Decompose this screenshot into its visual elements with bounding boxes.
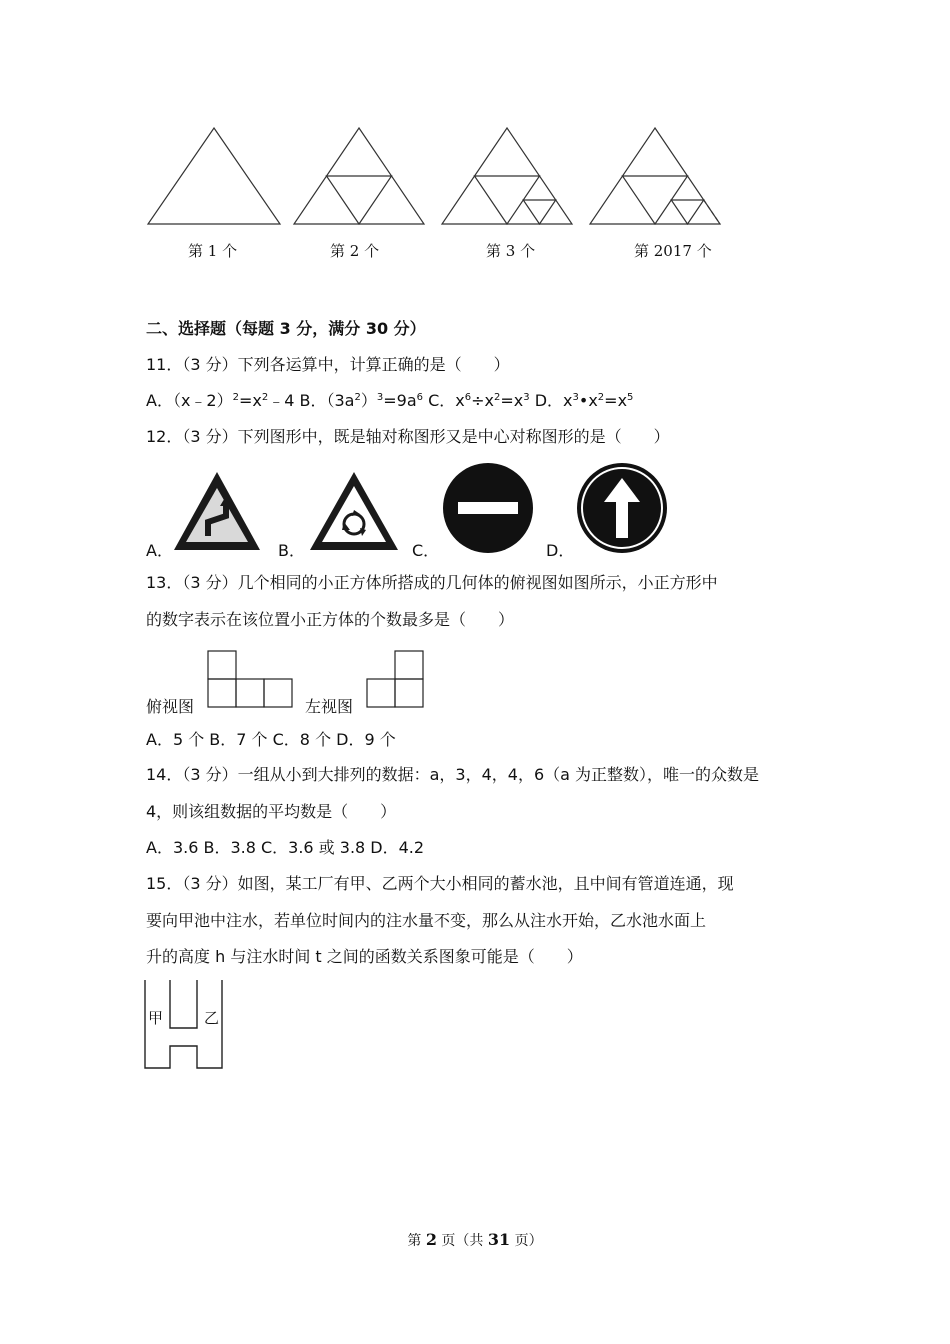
question-11-options: A．$(x﹣2)^2=x^2﹣4$ B．$(3a^2)^3=9a^6$ C．$x^6\div x^2=x^3$ D．$x^3•x^2=x^5$	[146, 391, 634, 410]
question-12-stem: 12．（3 分）下列图形中，既是轴对称图形又是中心对称图形的是（ ）	[146, 427, 670, 446]
question-12-option-b-label: B．	[278, 541, 305, 560]
left-view-label: 左视图	[305, 697, 354, 716]
figure-caption-2017: 第 2017 个	[634, 242, 712, 260]
question-14-stem-line-2: 4，则该组数据的平均数是（ ）	[146, 802, 397, 821]
question-13-stem-line-1: 13．（3 分）几个相同的小正方体所搭成的几何体的俯视图如图所示，小正方形中	[146, 573, 718, 592]
figure-caption-1: 第 1 个	[188, 242, 238, 260]
triangle-figure-2	[294, 128, 424, 224]
road-sign-straight-ahead-icon	[576, 462, 668, 554]
left-view-grid	[366, 650, 424, 708]
page-footer: 第 2 页（共 31 页）	[407, 1230, 543, 1249]
question-15-stem-line-2: 要向甲池中注水，若单位时间内的注水量不变，那么从注水开始，乙水池水面上	[146, 911, 707, 930]
top-view-label: 俯视图	[146, 697, 195, 716]
top-view-grid	[207, 650, 293, 708]
triangle-figure-2017	[590, 128, 722, 224]
road-sign-roundabout-icon	[308, 470, 400, 552]
question-13-stem-line-2: 的数字表示在该位置小正方体的个数最多是（ ）	[146, 610, 515, 629]
question-12-option-a-label: A．	[146, 541, 173, 560]
question-14-options: A．3.6 B．3.8 C．3.6 或 3.8 D．4.2	[146, 838, 425, 857]
question-13-options: A．5 个 B．7 个 C．8 个 D．9 个	[146, 730, 396, 749]
question-11-stem: 11．（3 分）下列各运算中，计算正确的是（ ）	[146, 355, 510, 374]
tank-a-label: 甲	[148, 1009, 164, 1027]
road-sign-no-entry-icon	[442, 462, 534, 554]
question-12-option-d-label: D．	[546, 541, 575, 560]
figure-caption-3: 第 3 个	[486, 242, 536, 260]
triangle-figure-1	[148, 128, 280, 224]
question-15-stem-line-1: 15．（3 分）如图，某工厂有甲、乙两个大小相同的蓄水池，且中间有管道连通，现	[146, 874, 734, 893]
section-heading: 二、选择题（每题 3 分，满分 30 分）	[146, 319, 426, 338]
figure-caption-2: 第 2 个	[330, 242, 380, 260]
road-sign-double-bend-icon	[172, 470, 262, 552]
question-14-stem-line-1: 14．（3 分）一组从小到大排列的数据：a，3，4，4，6（a 为正整数），唯一的众数是	[146, 765, 760, 784]
triangle-figure-3	[442, 128, 572, 224]
total-page-count: 31	[487, 1230, 511, 1249]
question-15-stem-line-3: 升的高度 h 与注水时间 t 之间的函数关系图象可能是（ ）	[146, 947, 583, 966]
tank-b-label: 乙	[204, 1009, 220, 1027]
question-12-option-c-label: C．	[412, 541, 440, 560]
current-page-number: 2	[425, 1230, 437, 1249]
